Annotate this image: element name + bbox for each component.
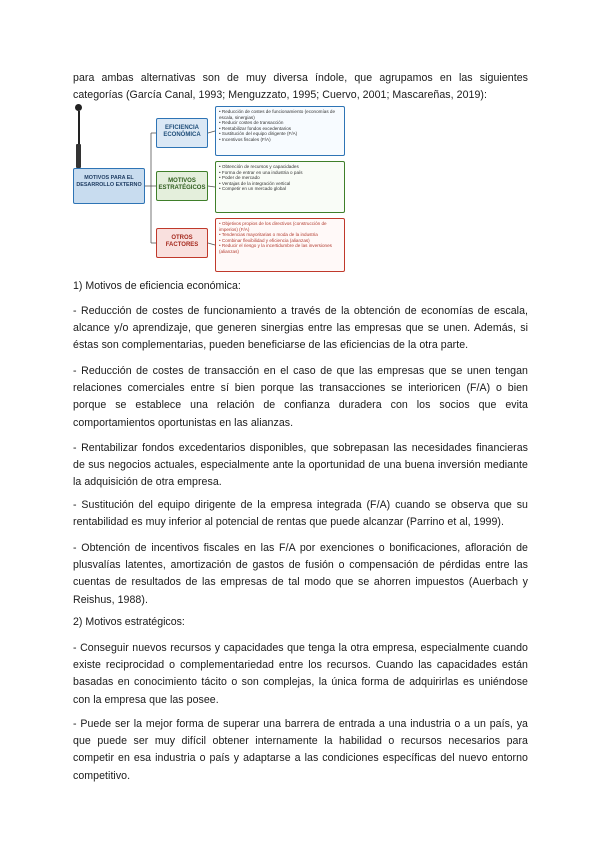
- paragraph-fondos-excedentarios: - Rentabilizar fondos excedentarios disponibles, que sobrepasan las necesidades financieras de sus negocios actuales, especialmente ante la oportunidad de una buena inversión mediante la adquisición de otra empresa.: [73, 442, 528, 489]
- detail-item: • Reducir el riesgo y la incertidumbre de las inversiones (alianzas): [219, 243, 332, 254]
- detail-item: • Sustitución del equipo dirigente (F/A): [219, 131, 298, 137]
- diagram-root-node: MOTIVOS PARA EL DESARROLLO EXTERNO: [73, 168, 145, 204]
- detail-item: • Rentabilizar fondos excedentarios: [219, 125, 292, 131]
- detail-item: • Tendencias mayoritarias o moda de la industria: [219, 232, 318, 238]
- intro-paragraph: para ambas alternativas son de muy diversa índole, que agrupamos en las siguientes categorías (García Canal, 1993; Menguzzato, 1995; Cuervo, 2001; Mascareñas, 2019):: [73, 72, 528, 102]
- detail-item: • Competir en un mercado global: [219, 186, 286, 192]
- detail-item: • Combinar flexibilidad y eficiencia (alianzas): [219, 237, 310, 243]
- paragraph-incentivos-fiscales: - Obtención de incentivos fiscales en las F/A por exenciones o bonificaciones, afloración de plusvalías latentes, amortización de gastos de fusión o compensación de pérdidas entre las cuentas de resultados de las empresas de tal modo que se ahorren impuestos (Auerbach y Reishus, 1988).: [73, 542, 528, 606]
- motives-diagram: [73, 104, 336, 274]
- connector-str-detail: [208, 186, 215, 187]
- detail-item: • Obtención de recursos y capacidades: [219, 164, 299, 169]
- connector-eff-detail: [208, 131, 215, 133]
- detail-eficiencia: [215, 106, 345, 156]
- paragraph-costes-transaccion: - Reducción de costes de transacción en el caso de que las empresas que se unen tengan relaciones comerciales entre sí bien porque las transacciones se interioricen (F/A) o bien porque se establece una relación de confianza duradera con los socios que evita comportamientos oportunistas en las alianzas.: [73, 365, 528, 429]
- category-estrategicos: MOTIVOS ESTRATÉGICOS: [156, 171, 208, 201]
- detail-item: • Reducir costes de transacción: [219, 120, 284, 126]
- category-otros: OTROS FACTORES: [156, 228, 208, 258]
- paragraph-costes-funcionamiento: - Reducción de costes de funcionamiento a través de la obtención de economías de escala, alcance y/o aprendizaje, que generen sinergias entre las empresas que se unen. Además, si éstas son complementarias, pueden beneficiarse de las eficiencias de la otra parte.: [73, 305, 528, 352]
- detail-item: • Incentivos fiscales (F/A): [219, 136, 271, 142]
- detail-item: • Ventajas de la integración vertical: [219, 180, 291, 186]
- detail-otros: [215, 218, 345, 272]
- paragraph-barrera-entrada: - Puede ser la mejor forma de superar una barrera de entrada a una industria o a un país, ya que puede ser muy difícil obtener internamente la habilidad o recursos necesarios para competir en esa industria o país y adaptarse a las condiciones específicas del nuevo entorno competitivo.: [73, 718, 528, 782]
- paragraph-equipo-dirigente: - Sustitución del equipo dirigente de la empresa integrada (F/A) cuando se observa que su rentabilidad es muy inferior al potencial de rentas que puede alcanzar (Parrino et al, 1999).: [73, 499, 528, 529]
- connector-oth-detail: [208, 243, 215, 245]
- category-eficiencia: EFICIENCIA ECONÓMICA: [156, 118, 208, 148]
- detail-item: • Forma de entrar en una industria o país: [219, 169, 303, 175]
- section-heading-estrategicos: 2) Motivos estratégicos:: [73, 616, 185, 628]
- detail-item: • Poder de mercado: [219, 175, 260, 181]
- detail-item: • Reducción de costes de funcionamiento (economías de escala, sinergias): [219, 109, 336, 120]
- detail-item: • Objetivos propios de los directivos (construcción de imperios) (F/A): [219, 221, 327, 232]
- paragraph-nuevos-recursos: - Conseguir nuevos recursos y capacidades que tenga la otra empresa, especialmente cuando existe reciprocidad o complementariedad entre los recursos. Cuando las capacidades están basadas en conocimiento tácito o son complejas, la única forma de adquirirlas es uniéndose con la empresa que las posee.: [73, 642, 528, 706]
- detail-estrategicos: [215, 161, 345, 213]
- section-heading-eficiencia: 1) Motivos de eficiencia económica:: [73, 280, 241, 292]
